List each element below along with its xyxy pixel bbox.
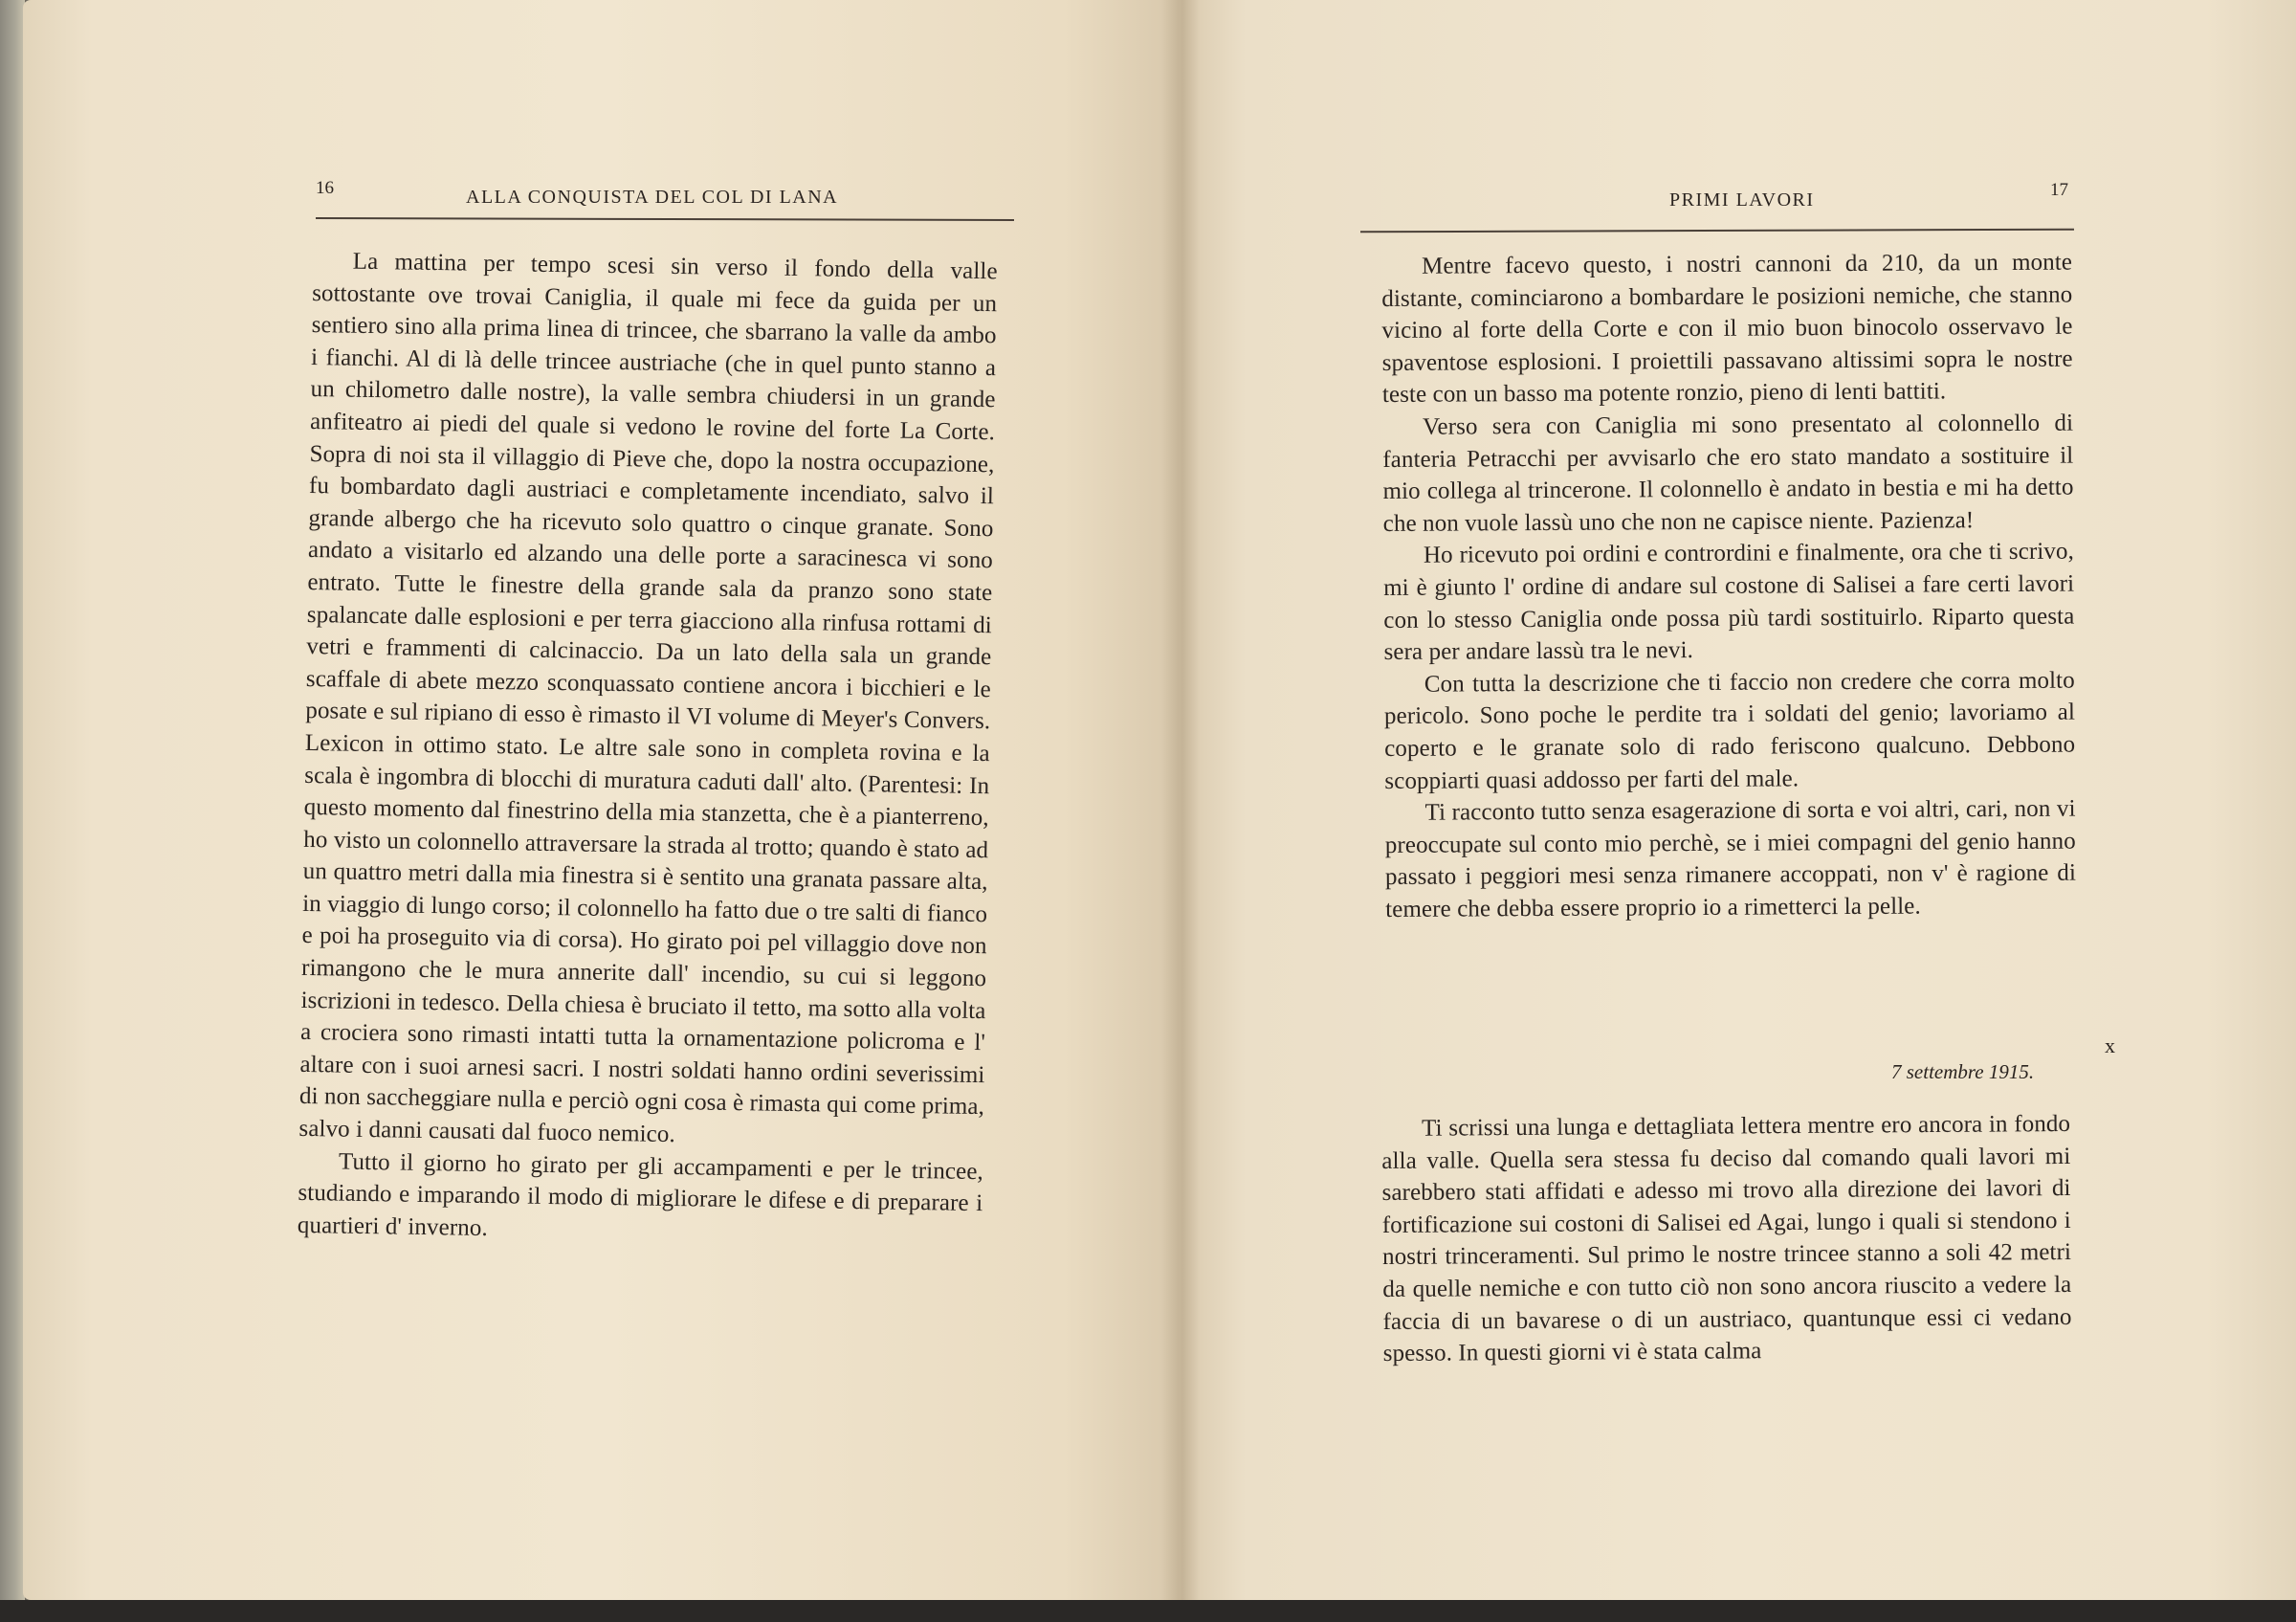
right-header-rule [1360, 229, 2074, 233]
right-page-body [1381, 247, 2076, 926]
right-page-number: 17 [2050, 180, 2068, 200]
book-spread [23, 0, 2296, 1600]
left-page [23, 0, 1179, 1600]
background-edge [0, 1600, 2296, 1622]
right-page-body-letter [1381, 1108, 2072, 1370]
right-paragraph-4: Con tutta la descrizione che ti faccio non credere che corra molto pericolo. Sono poche le perdite tra i soldati del genio; lavoriamo al coperto e le granate solo di rado feriscono qualcuno. Debbono scoppiarti quasi addosso per farti del male. [1383, 667, 2076, 794]
left-running-head: ALLA CONQUISTA DEL COL DI LANA [466, 187, 839, 208]
right-paragraph-2: Verso sera con Caniglia mi sono presentato al colonnello di fanteria Petracchi per avvisarlo che ero stato mandato a sostituire il mio collega al trincerone. Il colonnello è andato in bestia e mi ha detto che non vuole lassù uno che non ne capisce niente. Pazienza! [1382, 410, 2074, 537]
left-page-number: 16 [316, 178, 334, 198]
margin-mark: x [2105, 1033, 2115, 1057]
left-page-body [298, 245, 998, 1253]
left-paragraph-1: La mattina per tempo scesi sin verso il fondo della valle sottostante ove trovai Caniglia, il quale mi fece da guida per un sentiero sino alla prima linea di trincee, che sbarrano la valle da ambo i fianchi. Al di là delle trincee austriache (che in quel punto stanno a un chilometro dalle nostre), la valle sembra chiudersi in un grande anfiteatro ai piedi del quale si vedono le rovine del forte La Corte. Sopra di noi sta il villaggio di Pieve che, dopo la nostra occupazione, fu bombardato dagli austriaci e completamente incendiato, salvo il grande albergo che ha ricevuto solo quattro o cinque granate. Sono andato a visitarlo ed alzando una delle porte a saracinesca vi sono entrato. Tutte le finestre della grande sala da pranzo sono state spalancate dalle esplosioni e per terra giacciono alla rinfusa rottami di vetri e frammenti di calcinaccio. Da un lato della sala un grande scaffale di abete mezzo sconquassato contiene ancora i bicchieri e le posate e sul ripiano di esso è rimasto il VI volume di Meyer's Convers. Lexicon in ottimo stato. Le altre sale sono in completa rovina e la scala è ingombra di blocchi di muratura caduti dall' alto. (Parentesi: In questo momento dal finestrino della mia stanzetta, che è a pianterreno, ho visto un colonnello attraversare la strada al trotto; quando è stato ad un quattro metri dalla mia finestra si è sentito una granata passare alta, in viaggio di lungo corso; il colonnello ha fatto due o tre salti di fianco e poi ha proseguito via di corsa). Ho girato poi pel villaggio dove non rimangono che le mura annerite dall' incendio, su cui si leggono iscrizioni in tedesco. Della chiesa è bruciato il tetto, ma sotto alla volta a crociera sono rimasti intatti tutta la ornamentazione policroma e l' altare con i suoi arnesi sacri. I nostri soldati hanno ordini severissimi di non saccheggiare nulla e perciò ogni cosa è rimasta qui come prima, salvo i danni causati dal fuoco nemico. [298, 248, 998, 1148]
right-letter-paragraph-1: Ti scrissi una lunga e dettagliata lettera mentre ero ancora in fondo alla valle. Quella sera stessa fu deciso dal comando quali lavori mi sarebbero stati affidati e adesso mi trovo alla direzione dei lavori di fortificazione sui costoni di Salisei ed Agai, lungo i quali si stendono i nostri trinceramenti. Sul primo le nostre trincee stanno a soli 42 metri da quelle nemiche e con tutto ciò non sono ancora riuscito a vedere la faccia di un bavarese o di un austriaco, quantunque essi ci vedano spesso. In questi giorni vi è stata calma [1381, 1110, 2072, 1367]
right-paragraph-1: Mentre facevo questo, i nostri cannoni da 210, da un monte distante, cominciarono a bombardare le posizioni nemiche, che stanno vicino al forte della Corte e con il mio buon binocolo osservavo le spaventose esplosioni. I proiettili passavano altissimi sopra le nostre teste con un basso ma potente ronzio, pieno di lenti battiti. [1381, 249, 2073, 409]
right-page [1179, 0, 2296, 1600]
left-header-rule [316, 217, 1014, 221]
letter-dateline: 7 settembre 1915. [1891, 1060, 2035, 1083]
right-paragraph-5: Ti racconto tutto senza esagerazione di sorta e voi altri, cari, non vi preoccupate sul conto mio perchè, se i miei compagni del genio hanno passato i peggiori mesi senza rimanere accoppati, non v' è ragione di temere che debba essere proprio io a rimetterci la pelle. [1384, 795, 2077, 922]
book-binding-edge [0, 0, 25, 1622]
left-paragraph-2: Tutto il giorno ho girato per gli accampamenti e per le trincee, studiando e imparando il modo di migliorare le difese e di preparare i quartieri d' inverno. [297, 1148, 984, 1241]
right-running-head: PRIMI LAVORI [1669, 189, 1815, 211]
right-paragraph-3: Ho ricevuto poi ordini e contrordini e finalmente, ora che ti scrivo, mi è giunto l' ordine di andare sul costone di Salisei a fare certi lavori con lo stesso Caniglia onde possa più tardi sostituirlo. Riparto questa sera per andare lassù tra le nevi. [1383, 538, 2075, 666]
